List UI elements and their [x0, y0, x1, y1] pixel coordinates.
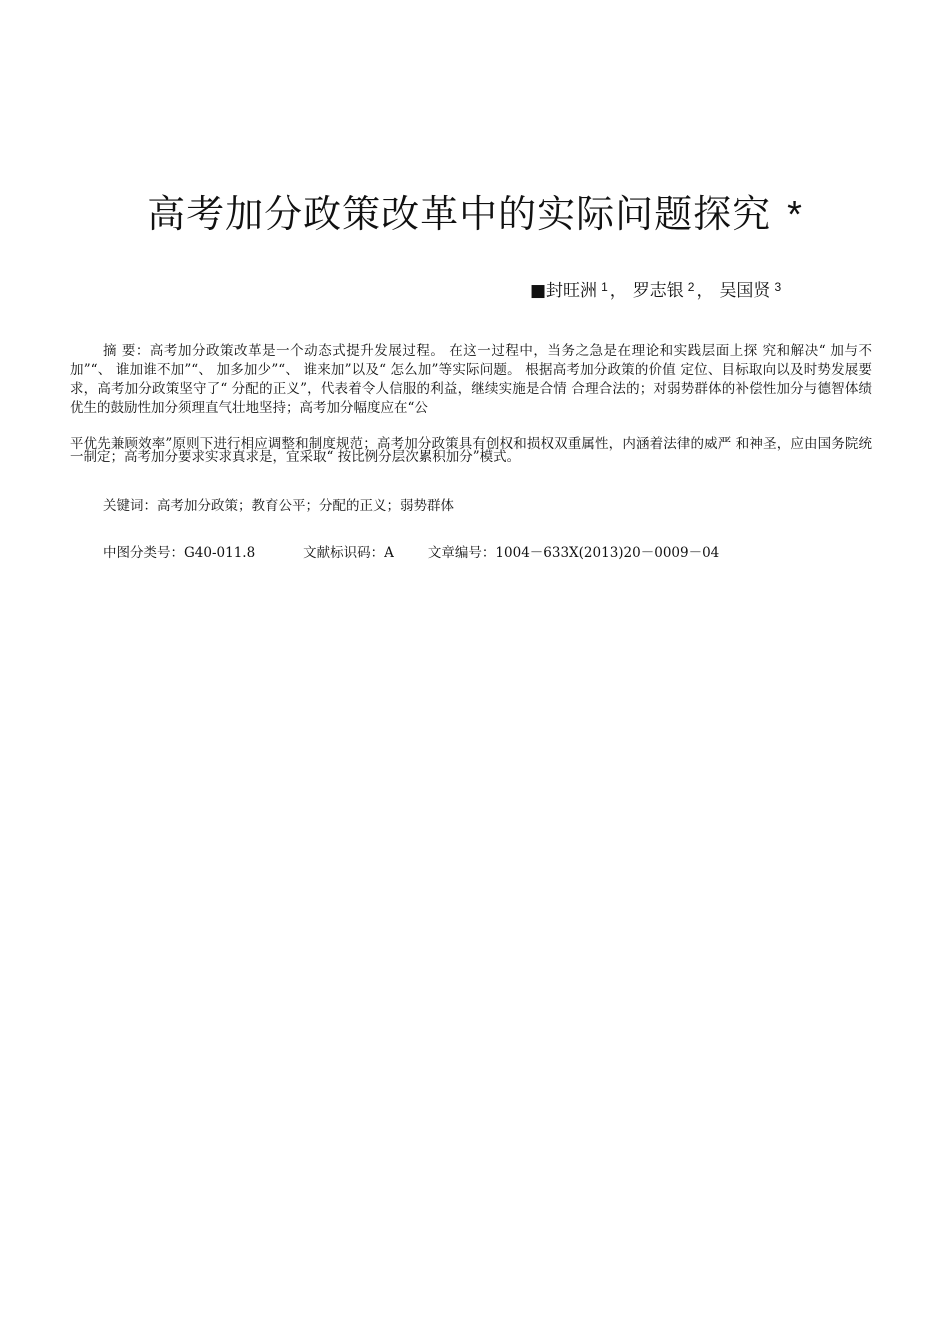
- author-affiliation-mark: 2: [687, 280, 695, 294]
- article-number: 文章编号：1004－633X(2013)20－0009－04: [427, 545, 720, 561]
- author-affiliation-mark: 3: [774, 280, 782, 294]
- author-list: [530, 278, 781, 304]
- author-separator: ，: [609, 281, 627, 301]
- abstract: [70, 342, 872, 464]
- title-footnote-star: *: [787, 194, 803, 236]
- author-name: ■封旺洲: [530, 281, 598, 301]
- classification-line: [103, 543, 719, 563]
- author-affiliation-mark: 1: [601, 280, 608, 294]
- author-separator: ，: [696, 281, 714, 301]
- document-code: 文献标识码：A: [303, 545, 394, 561]
- paper-title: [0, 188, 950, 241]
- abstract-paragraph: 摘 要：高考加分政策改革是一个动态式提升发展过程。 在这一过程中，当务之急是在理论和实践层面上探 究和解决“ 加与不加”“、 谁加谁不加”“、 加多加少”“、 谁来加”以及“ 怎么加”等实际问题。 根据高考加分政策的价值 定位、目标取向以及时势发展要求，高考加分政策坚守了“ 分配的正义”，代表着令人信服的利益，继续实施是合情 合理合法的；对弱势群体的补偿性加分与德智体绩优生的鼓励性加分须理直气壮地坚持；高考加分幅度应在“公: [70, 343, 872, 416]
- abstract-continuation: 平优先兼顾效率”原则下进行相应调整和制度规范；高考加分政策具有创权和损权双重属性，内涵着法律的威严 和神圣，应由国务院统一制定；高考加分要求实求真求是，宜采取“ 按比例分层次累积加分”模式。: [70, 436, 872, 465]
- author-name: 吴国贤: [719, 281, 771, 301]
- keywords: 关键词：高考加分政策；教育公平；分配的正义；弱势群体: [103, 498, 454, 514]
- clc-number: 中图分类号：G40-011.8: [103, 545, 256, 561]
- paper-title-text: 高考加分政策改革中的实际问题探究: [147, 192, 772, 236]
- author-name: 罗志银: [632, 281, 684, 301]
